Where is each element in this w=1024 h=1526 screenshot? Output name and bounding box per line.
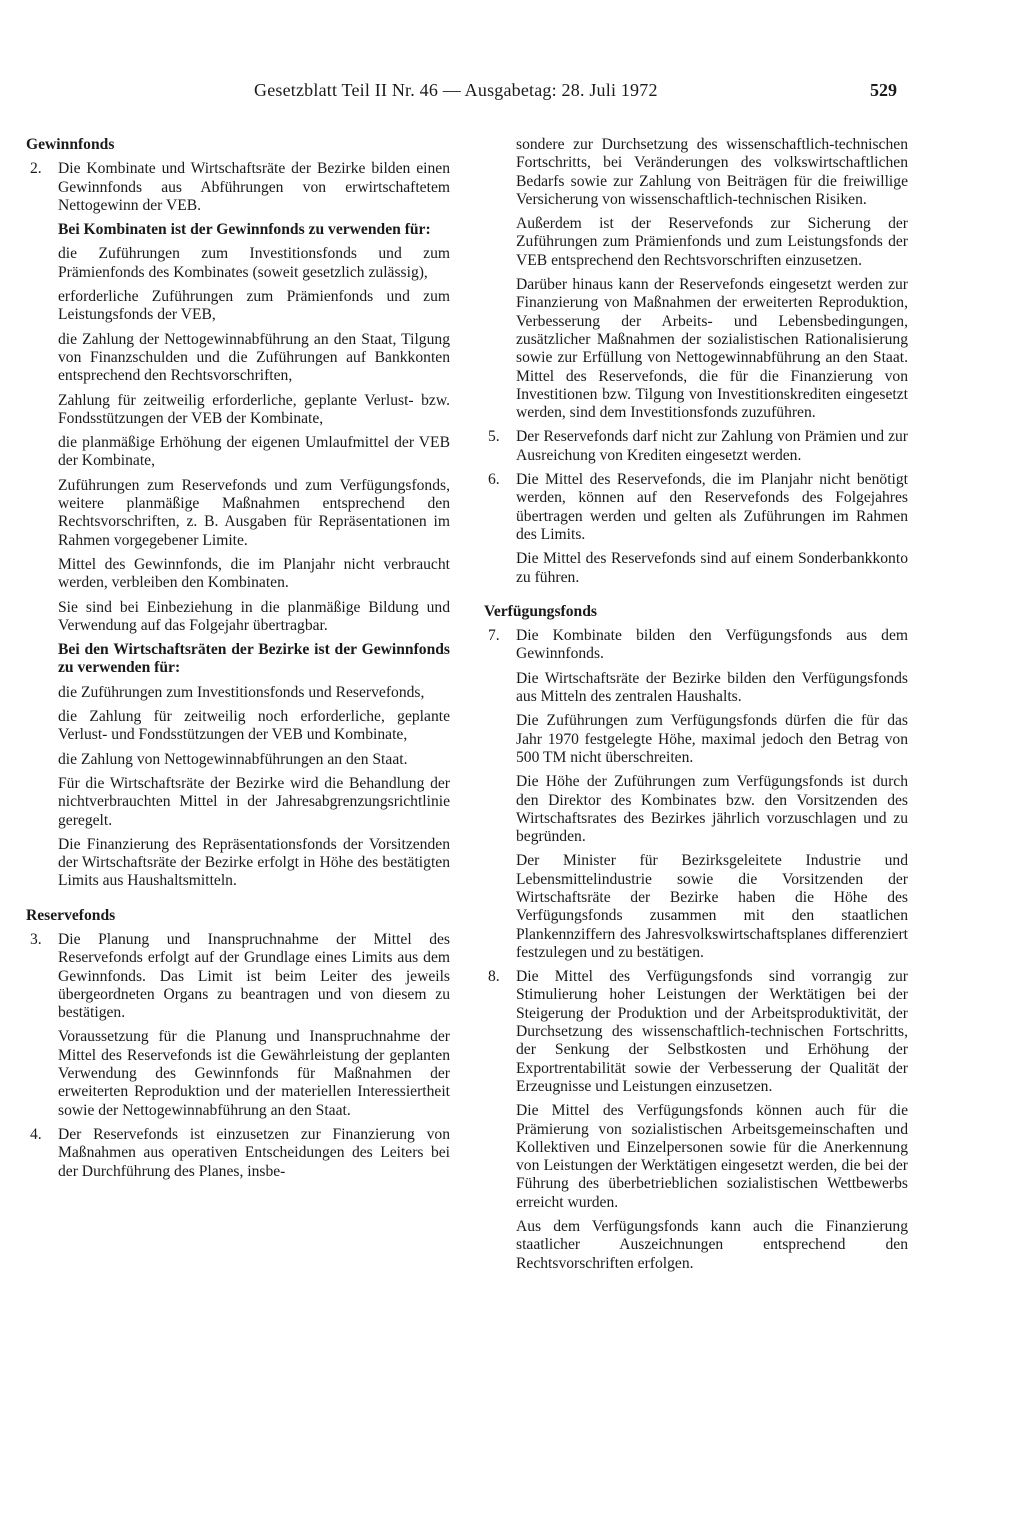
paragraph-text: Die Planung und Inanspruchnahme der Mittel des Reservefonds erfolgt auf der Grundlage eines Limits aus dem Gewinnfonds. Das Limit ist beim Leiter des jeweils übergeordneten Organs zu beantragen und von diesem zu bestätigen. xyxy=(58,930,450,1022)
paragraph-text: Darüber hinaus kann der Reservefonds eingesetzt werden zur Finanzierung von Maßnahmen der erweiterten Reproduktion, Verbesserung der Arbeits- und Lebensbedingungen, zusätzlicher Maßnahmen der sozialistischen Rationalisierung sowie zur Erfüllung von Nettogewinnabführung an den Staat. Mittel des Reservefonds, die für die Finanzierung von Investitionen bzw. Tilgung von Investitionskrediten eingesetzt werden, sind dem Investitionsfonds zuzuführen. xyxy=(516,276,908,422)
paragraph-8 xyxy=(484,968,908,1096)
paragraph-text: Die Kombinate bilden den Verfügungsfonds aus dem Gewinnfonds. xyxy=(516,627,908,663)
paragraph-text: Voraussetzung für die Planung und Inanspruchnahme der Mittel des Reservefonds ist die Gewährleistung der geplanten Verwendung des Gewinnfonds für Maßnahmen der erweiterten Reproduktion und der materiellen Interessiertheit sowie der Nettogewinnabführung an den Staat. xyxy=(58,1028,450,1119)
paragraph-text: Der Reservefonds ist einzusetzen zur Finanzierung von Maßnahmen aus operativen Entscheidungen des Leiters bei der Durchführung des Planes, insbe- xyxy=(58,1125,450,1180)
paragraph-text: Die Wirtschaftsräte der Bezirke bilden den Verfügungsfonds aus Mitteln des zentralen Haushalts. xyxy=(516,669,908,706)
paragraph-text: Die Mittel des Verfügungsfonds sind vorrangig zur Stimulierung hoher Leistungen der Werktätigen bei der Steigerung der Produktion und der Arbeitsproduktivität, der Durchsetzung des wissenschaftlich-technischen Fortschritts, der Senkung der Selbstkosten und Erhöhung der Exportrentabilität sowie der Verbesserung der Qualität der Erzeugnisse und Leistungen einzusetzen. xyxy=(516,968,908,1095)
paragraph-text: Die Zuführungen zum Verfügungsfonds dürfen die für das Jahr 1970 festgelegte Höhe, maximal jedoch den Betrag von 500 TM nicht überschreiten. xyxy=(516,712,908,766)
right-column xyxy=(484,136,908,1279)
list-item: die planmäßige Erhöhung der eigenen Umlaufmittel der VEB der Kombinate, xyxy=(58,434,450,470)
list-item: die Zahlung der Nettogewinnabführung an den Staat, Tilgung von Finanzschulden und die Zuführungen auf Bankkonten entsprechend den Rechtsvorschriften, xyxy=(58,330,450,385)
paragraph-6 xyxy=(484,471,908,544)
paragraph-text: sondere zur Durchsetzung des wissenschaftlich-technischen Fortschritts, bei Veränderungen des volkswirtschaftlichen Bedarfs sowie zur Zahlung von Beiträgen für die freiwillige Versicherung von wissenschaftlich-technischen Risiken. xyxy=(516,136,908,208)
paragraph-2 xyxy=(26,160,450,215)
paragraph-text: Sie sind bei Einbeziehung in die planmäßige Bildung und Verwendung auf das Folgejahr übertragbar. xyxy=(58,598,450,634)
subheading-kombinate: Bei Kombinaten ist der Gewinnfonds zu verwenden für: xyxy=(58,221,431,239)
paragraph-text: Die Höhe der Zuführungen zum Verfügungsfonds ist durch den Direktor des Kombinates bzw. den Vorsitzenden des Wirtschaftsrates des Bezirkes jährlich vorzuschlagen und zu begründen. xyxy=(516,773,908,846)
paragraph-number: 2. xyxy=(30,160,42,178)
paragraph-text: Die Mittel des Reservefonds sind auf einem Sonderbankkonto zu führen. xyxy=(516,550,908,586)
page-number: 529 xyxy=(870,80,897,100)
section-heading-verfuegungsfonds: Verfügungsfonds xyxy=(484,602,597,620)
list-item: Zuführungen zum Reservefonds und zum Verfügungsfonds, weitere planmäßige Maßnahmen entsprechend den Rechtsvorschriften, z. B. Ausgaben für Repräsentationen im Rahmen vorgegebener Limite. xyxy=(58,476,450,549)
paragraph-number: 8. xyxy=(488,968,500,986)
paragraph-number: 3. xyxy=(30,930,42,948)
paragraph-7 xyxy=(484,627,908,664)
paragraph-text: Aus dem Verfügungsfonds kann auch die Finanzierung staatlicher Auszeichnungen entsprechend den Rechtsvorschriften erfolgen. xyxy=(516,1218,908,1272)
paragraph-text: Die Finanzierung des Repräsentationsfonds der Vorsitzenden der Wirtschaftsräte der Bezirke erfolgt in Höhe des bestätigten Limits aus Haushaltsmitteln. xyxy=(58,835,450,890)
paragraph-text: Außerdem ist der Reservefonds zur Sicherung der Zuführungen zum Prämienfonds und zum Leistungsfonds der VEB entsprechend den Rechtsvorschriften einzusetzen. xyxy=(516,215,908,269)
paragraph-number: 5. xyxy=(488,428,500,446)
list-item: die Zahlung für zeitweilig noch erforderliche, geplante Verlust- und Fondsstützungen der VEB und Kombinate, xyxy=(58,708,450,744)
subheading-bezirke: Bei den Wirtschaftsräten der Bezirke ist der Gewinnfonds zu verwenden für: xyxy=(58,641,450,677)
list-item: die Zuführungen zum Investitionsfonds und Reservefonds, xyxy=(58,683,425,701)
left-column xyxy=(26,136,450,1187)
paragraph-number: 7. xyxy=(488,627,500,645)
paragraph-text: Der Reservefonds darf nicht zur Zahlung von Prämien und zur Ausreichung von Krediten eingesetzt werden. xyxy=(516,428,908,464)
paragraph-text: Die Mittel des Verfügungsfonds können auch für die Prämierung von sozialistischen Arbeitsgemeinschaften und Kollektiven und Einzelpersonen sowie für die Anerkennung von Leistungen der Werktätigen eingesetzt werden, die bei der Führung des überbetrieblichen sozialistischen Wettbewerbs erreicht wurden. xyxy=(516,1102,908,1211)
paragraph-3 xyxy=(26,931,450,1022)
section-heading-gewinnfonds: Gewinnfonds xyxy=(26,136,115,153)
list-item: die Zahlung von Nettogewinnabführungen an den Staat. xyxy=(58,750,408,768)
paragraph-text: Die Kombinate und Wirtschaftsräte der Bezirke bilden einen Gewinnfonds aus Abführungen von erwirtschaftetem Nettogewinn der VEB. xyxy=(58,160,450,214)
list-item: erforderliche Zuführungen zum Prämienfonds und zum Leistungsfonds der VEB, xyxy=(58,288,450,324)
paragraph-text: Der Minister für Bezirksgeleitete Industrie und Lebensmittelindustrie sowie die Vorsitzenden der Wirtschaftsräte der Bezirke haben die Höhe des Verfügungsfonds zusammen mit den staatlichen Plankennziffern des Jahresvolkswirtschaftsplanes differenziert festzulegen und zu bestätigen. xyxy=(516,852,908,961)
paragraph-text: Die Mittel des Reservefonds, die im Planjahr nicht benötigt werden, können auf den Reservefonds des Folgejahres übertragen werden und gelten als Zuführungen im Rahmen des Limits. xyxy=(516,471,908,543)
paragraph-4 xyxy=(26,1126,450,1181)
paragraph-text: Für die Wirtschaftsräte der Bezirke wird die Behandlung der nichtverbrauchten Mittel in der Jahresabgrenzungsrichtlinie geregelt. xyxy=(58,774,450,829)
section-heading-reservefonds: Reservefonds xyxy=(26,906,116,924)
list-item: Zahlung für zeitweilig erforderliche, geplante Verlust- bzw. Fondsstützungen der VEB der Kombinate, xyxy=(58,391,450,427)
list-item: die Zuführungen zum Investitionsfonds und zum Prämienfonds des Kombinates (soweit gesetzlich zulässig), xyxy=(58,245,450,281)
header-title: Gesetzblatt Teil II Nr. 46 — Ausgabetag: 28. Juli 1972 xyxy=(254,80,658,100)
paragraph-number: 4. xyxy=(30,1125,42,1143)
paragraph-5 xyxy=(484,428,908,465)
paragraph-text: Mittel des Gewinnfonds, die im Planjahr nicht verbraucht werden, verbleiben den Kombinaten. xyxy=(58,555,450,592)
paragraph-number: 6. xyxy=(488,471,500,489)
